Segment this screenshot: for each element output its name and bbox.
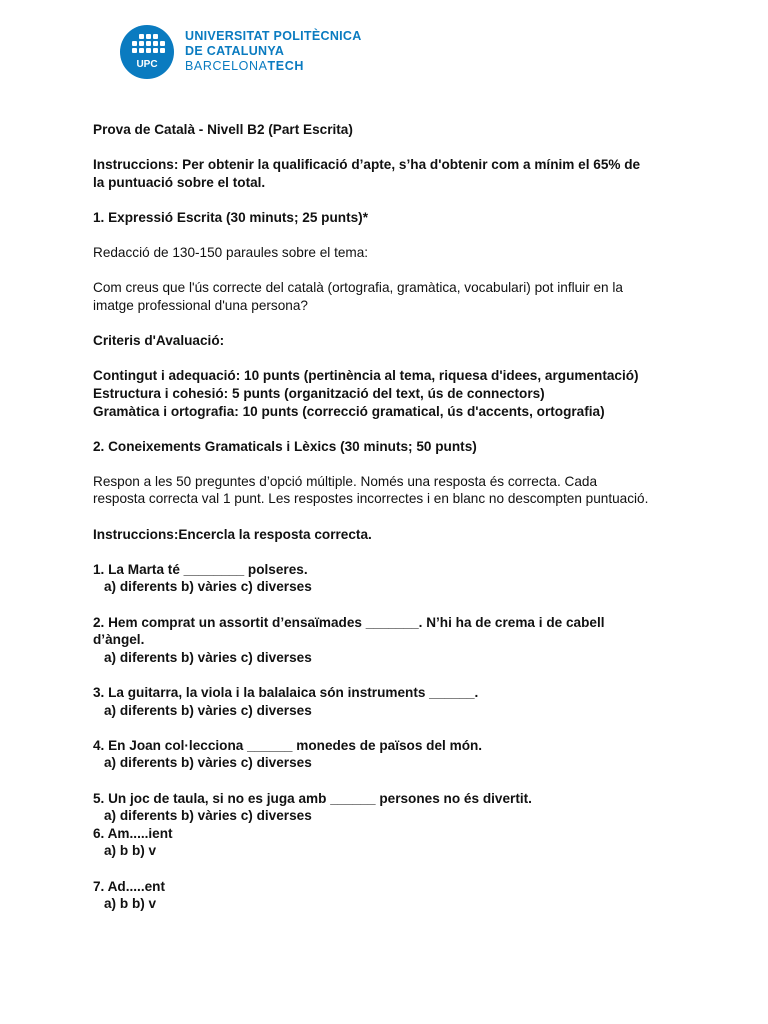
- section2-instructions: Instruccions:Encercla la resposta correcta.: [93, 526, 372, 542]
- question-6: 6. Am.....ient: [93, 825, 173, 841]
- question-3: 3. La guitarra, la viola i la balalaica són instruments ______.: [93, 685, 479, 700]
- section1-task: Redacció de 130-150 paraules sobre el tema:: [93, 245, 369, 261]
- instructions-line2: la puntuació sobre el total.: [93, 174, 266, 190]
- criteria-item: Estructura i cohesió: 5 punts (organització del text, ús de connectors): [93, 385, 545, 401]
- section1-title: 1. Expressió Escrita (30 minuts; 25 punts)*: [93, 209, 368, 225]
- section1-question-line1: Com creus que l'ús correcte del català (ortografia, gramàtica, vocabulari) pot influir en la: [93, 280, 623, 296]
- question-2-options: a) diferents b) vàries c) diverses: [104, 649, 312, 665]
- university-name-line2: DE CATALUNYA: [185, 43, 285, 58]
- logo-text: UPC: [136, 59, 158, 70]
- university-name-line3: BARCELONATECH: [185, 58, 304, 73]
- criteria-item: Contingut i adequació: 10 punts (pertinència al tema, riquesa d'idees, argumentació): [93, 368, 639, 384]
- exam-document: [93, 121, 693, 913]
- question-5: 5. Un joc de taula, si no es juga amb ______ persones no és divertit.: [93, 790, 532, 806]
- section2-title: 2. Coneixements Gramaticals i Lèxics (30 minuts; 50 punts): [93, 438, 477, 454]
- question-7: 7. Ad.....ent: [93, 878, 166, 894]
- section2-description-line2: resposta correcta val 1 punt. Les respostes incorrectes i en blanc no descompten puntuació.: [93, 491, 649, 507]
- criteria-item: Gramàtica i ortografia: 10 punts (correcció gramatical, ús d'accents, ortografia): [93, 403, 605, 419]
- question-6-options: a) b b) v: [104, 843, 157, 859]
- section2-description-line1: Respon a les 50 preguntes d’opció múltiple. Només una resposta és correcta. Cada: [93, 473, 598, 489]
- university-name-line1: UNIVERSITAT POLITÈCNICA: [185, 28, 362, 43]
- question-1-options: a) diferents b) vàries c) diverses: [104, 579, 312, 595]
- university-header: [120, 25, 362, 79]
- university-name: [185, 30, 362, 75]
- question-5-options: a) diferents b) vàries c) diverses: [104, 808, 312, 824]
- question-4: 4. En Joan col·lecciona ______ monedes de països del món.: [93, 737, 483, 753]
- question-3-options: a) diferents b) vàries c) diverses: [104, 702, 312, 718]
- question-2-continuation: d’àngel.: [93, 632, 145, 648]
- criteria-title: Criteris d'Avaluació:: [93, 333, 225, 349]
- upc-logo-icon: [120, 25, 174, 79]
- question-2: 2. Hem comprat un assortit d’ensaïmades _______. N’hi ha de crema i de cabell: [93, 614, 605, 630]
- exam-title: Prova de Català - Nivell B2 (Part Escrita): [93, 122, 353, 137]
- question-1: 1. La Marta té ________ polseres.: [93, 561, 308, 577]
- question-4-options: a) diferents b) vàries c) diverses: [104, 755, 312, 771]
- section1-question-line2: imatge professional d'una persona?: [93, 297, 308, 313]
- question-7-options: a) b b) v: [104, 896, 157, 912]
- instructions-line1: Instruccions: Per obtenir la qualificació d’apte, s’ha d'obtenir com a mínim el 65% de: [93, 157, 641, 173]
